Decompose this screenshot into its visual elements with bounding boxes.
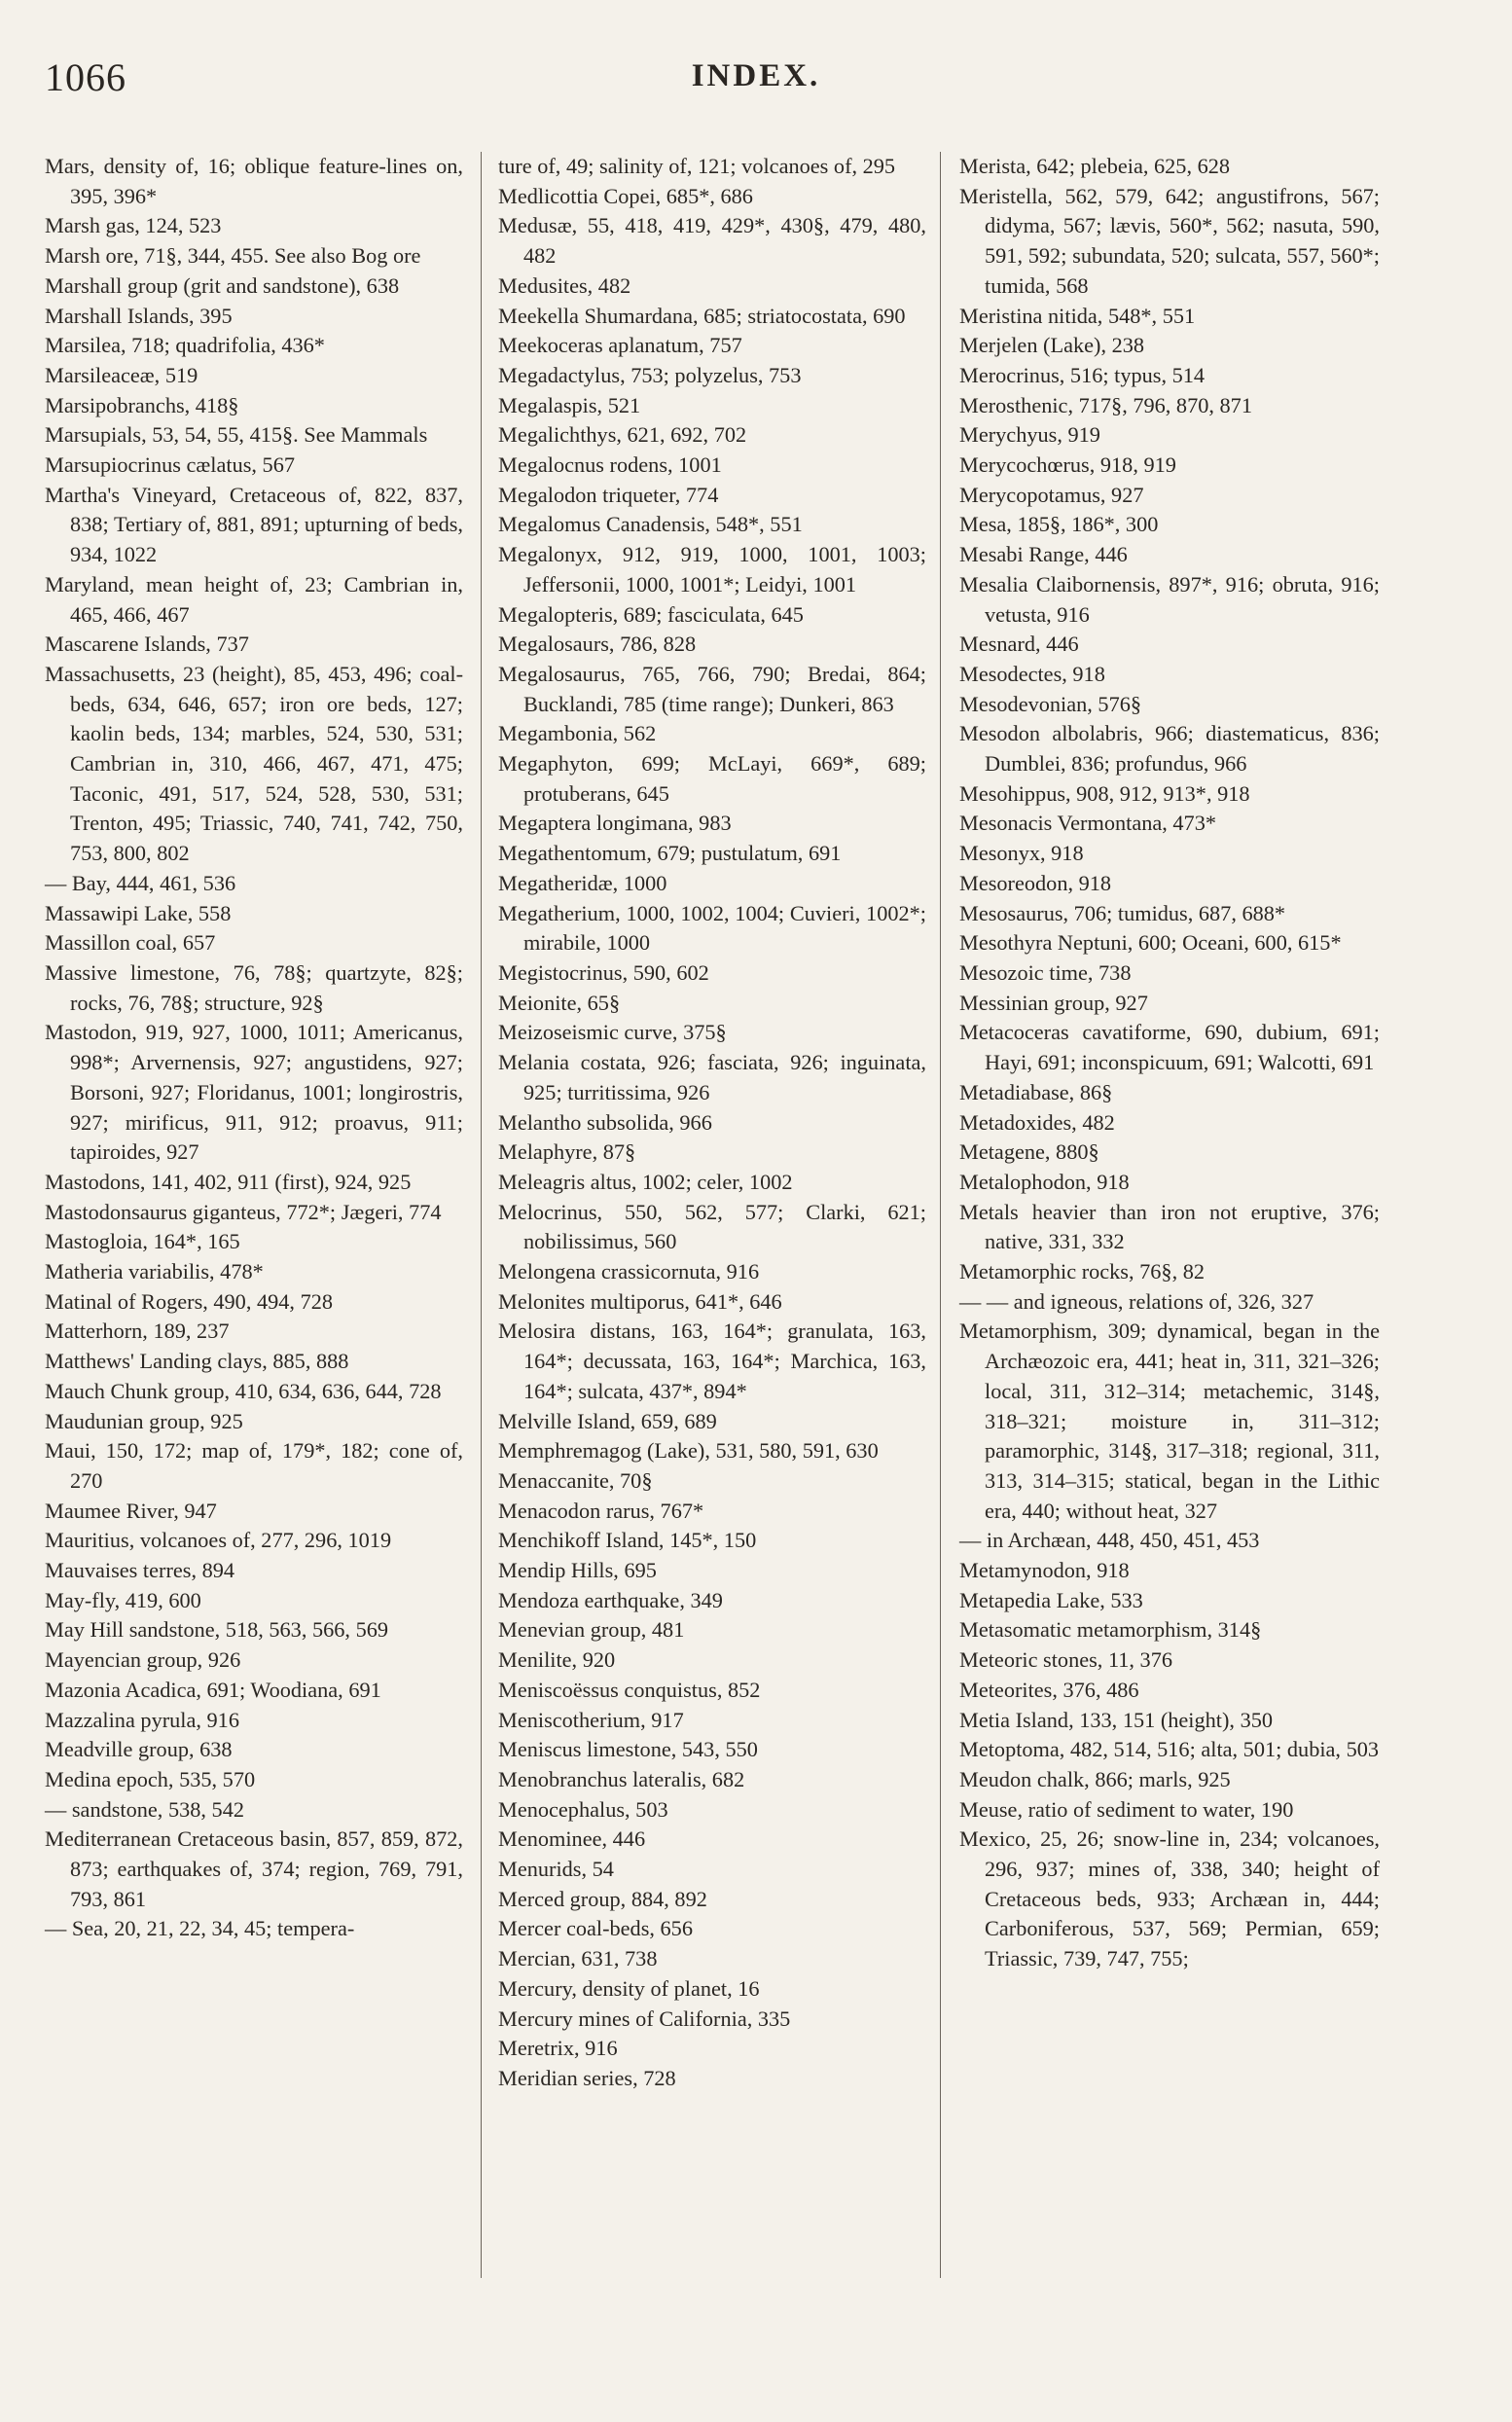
index-entry: Massachusetts, 23 (height), 85, 453, 496; coal-beds, 634, 646, 657; iron ore beds, 127; kaolin beds, 134; marbles, 524, 530, 531; Cambrian in, 310, 466, 467, 471, 475; Taconic, 491, 517, 524, 528, 530, 531; Trenton, 495; Triassic, 740, 741, 742, 750, 753, 800, 802: [45, 661, 463, 866]
index-entry: May Hill sandstone, 518, 563, 566, 569: [45, 1617, 389, 1643]
index-entry: Melonites multiporus, 641*, 646: [498, 1288, 782, 1314]
index-entry: Meadville group, 638: [45, 1737, 233, 1762]
index-entry: Merocrinus, 516; typus, 514: [959, 362, 1206, 387]
index-entry: Mercury mines of California, 335: [498, 2006, 791, 2031]
index-entry: Metadoxides, 482: [959, 1109, 1115, 1135]
index-entry: Menominee, 446: [498, 1826, 646, 1852]
index-entry: Mauch Chunk group, 410, 634, 636, 644, 728: [45, 1378, 442, 1403]
index-entry: Matthews' Landing clays, 885, 888: [45, 1349, 349, 1374]
index-column-1: [45, 152, 463, 1944]
index-entry: Megalodon triqueter, 774: [498, 482, 719, 507]
index-entry: Megalosaurus, 765, 766, 790; Bredai, 864; Bucklandi, 785 (time range); Dunkeri, 863: [498, 661, 926, 716]
index-entry: Meekoceras aplanatum, 757: [498, 333, 742, 358]
index-entry: Menocephalus, 503: [498, 1796, 668, 1822]
index-entry: Marshall group (grit and sandstone), 638: [45, 272, 400, 298]
index-entry: Melongena crassicornuta, 916: [498, 1259, 760, 1284]
index-entry: Mayencian group, 926: [45, 1647, 241, 1673]
index-entry: Metamynodon, 918: [959, 1558, 1130, 1583]
index-entry: Melania costata, 926; fasciata, 926; inguinata, 925; turritissima, 926: [498, 1050, 926, 1104]
index-entry: Mesalia Claibornensis, 897*, 916; obruta, 916; vetusta, 916: [959, 571, 1380, 627]
index-entry: Melville Island, 659, 689: [498, 1408, 717, 1433]
index-entry: Marsileaceæ, 519: [45, 362, 198, 387]
index-entry: Megalonyx, 912, 919, 1000, 1001, 1003; Jeffersonii, 1000, 1001*; Leidyi, 1001: [498, 542, 926, 596]
index-entry: Metamorphic rocks, 76§, 82: [959, 1259, 1206, 1284]
index-entry: Mesosaurus, 706; tumidus, 687, 688*: [959, 900, 1286, 925]
index-entry: Meniscus limestone, 543, 550: [498, 1737, 758, 1762]
index-entry: Mauvaises terres, 894: [45, 1558, 235, 1583]
index-entry: Meteorites, 376, 486: [959, 1677, 1139, 1702]
index-entry: Melaphyre, 87§: [498, 1139, 636, 1165]
index-entry: Menevian group, 481: [498, 1617, 685, 1643]
index-entry: Metasomatic metamorphism, 314§: [959, 1617, 1262, 1643]
index-entry: Merced group, 884, 892: [498, 1886, 707, 1911]
index-entry: Megalosaurs, 786, 828: [498, 632, 697, 657]
index-entry: ture of, 49; salinity of, 121; volcanoes of, 295: [498, 154, 896, 178]
index-entry: Massawipi Lake, 558: [45, 900, 232, 925]
index-entry: Metamorphism, 309; dynamical, began in the Archæozoic era, 441; heat in, 311, 321–326; local, 311, 312–314; metachemic, 314§, 318–321; moisture in, 311–312; paramorphic, 314§, 317–318; regional, 311, 313, 314–315; statical, began in the Lithic era, 440; without heat, 327: [959, 1319, 1380, 1523]
index-entry: Metagene, 880§: [959, 1139, 1099, 1165]
index-entry: Meridian series, 728: [498, 2066, 676, 2090]
index-entry: Merjelen (Lake), 238: [959, 333, 1145, 358]
index-entry: Matterhorn, 189, 237: [45, 1319, 230, 1344]
index-entry: Meteoric stones, 11, 376: [959, 1647, 1173, 1673]
index-entry: Megadactylus, 753; polyzelus, 753: [498, 362, 802, 387]
index-entry: Matinal of Rogers, 490, 494, 728: [45, 1288, 334, 1314]
index-entry: Medusæ, 55, 418, 419, 429*, 430§, 479, 480, 482: [498, 213, 926, 269]
index-entry: Mastodonsaurus giganteus, 772*; Jægeri, 774: [45, 1199, 442, 1224]
index-column-2: [498, 152, 926, 2094]
index-entry: Megalopteris, 689; fasciculata, 645: [498, 601, 804, 627]
index-entry: Meniscotherium, 917: [498, 1707, 684, 1732]
index-entry: Medusites, 482: [498, 272, 631, 298]
index-entry: Megambonia, 562: [498, 721, 657, 746]
index-entry: Megalomus Canadensis, 548*, 551: [498, 512, 803, 537]
index-entry: Mastodon, 919, 927, 1000, 1011; Americanus, 998*; Arvernensis, 927; angustidens, 927; Borsoni, 927; Floridanus, 1001; longirostris, 927; mirificus, 911, 912; proavus, 911; tapiroides, 927: [45, 1020, 463, 1165]
index-entry: Mazonia Acadica, 691; Woodiana, 691: [45, 1677, 381, 1702]
index-entry: Mastodons, 141, 402, 911 (first), 924, 925: [45, 1169, 412, 1194]
index-entry: Marshall Islands, 395: [45, 303, 233, 328]
index-entry: Mercian, 631, 738: [498, 1946, 658, 1971]
index-entry: Marsh gas, 124, 523: [45, 213, 222, 238]
index-entry: Meionite, 65§: [498, 990, 621, 1015]
index-entry: Megathentomum, 679; pustulatum, 691: [498, 841, 842, 866]
index-entry: — Sea, 20, 21, 22, 34, 45; tempera-: [45, 1916, 355, 1941]
index-entry: Metals heavier than iron not eruptive, 376; native, 331, 332: [959, 1199, 1380, 1254]
index-entry: Massillon coal, 657: [45, 930, 216, 956]
index-entry: Merycopotamus, 927: [959, 482, 1144, 507]
index-entry: — — and igneous, relations of, 326, 327: [959, 1288, 1314, 1314]
index-entry: Mastogloia, 164*, 165: [45, 1229, 240, 1254]
index-entry: Mesonacis Vermontana, 473*: [959, 811, 1217, 836]
index-entry: Marsipobranchs, 418§: [45, 392, 239, 417]
index-entry: Medlicottia Copei, 685*, 686: [498, 183, 753, 208]
index-entry: Megalaspis, 521: [498, 392, 641, 417]
index-entry: Marsupiocrinus cælatus, 567: [45, 452, 296, 478]
index-entry: Melosira distans, 163, 164*; granulata, 163, 164*; decussata, 163, 164*; Marchica, 163, 164*; sulcata, 437*, 894*: [498, 1319, 926, 1403]
index-entry: Maumee River, 947: [45, 1498, 217, 1523]
index-entry: Menaccanite, 70§: [498, 1467, 653, 1493]
index-entry: Melocrinus, 550, 562, 577; Clarki, 621; nobilissimus, 560: [498, 1199, 926, 1254]
index-entry: Mars, density of, 16; oblique feature-lines on, 395, 396*: [45, 154, 463, 208]
index-entry: — Bay, 444, 461, 536: [45, 870, 236, 895]
index-entry: Metalophodon, 918: [959, 1169, 1130, 1194]
index-entry: Marsh ore, 71§, 344, 455. See also Bog ore: [45, 243, 421, 269]
index-entry: Merista, 642; plebeia, 625, 628: [959, 154, 1231, 178]
index-entry: Meudon chalk, 866; marls, 925: [959, 1766, 1231, 1791]
index-entry: Menacodon rarus, 767*: [498, 1498, 704, 1523]
index-entry: Meekella Shumardana, 685; striatocostata, 690: [498, 303, 906, 328]
index-entry: May-fly, 419, 600: [45, 1587, 201, 1612]
index-entry: Messinian group, 927: [959, 990, 1148, 1015]
index-entry: Mesoreodon, 918: [959, 870, 1112, 895]
index-entry: Merychyus, 919: [959, 422, 1100, 448]
index-entry: Mesabi Range, 446: [959, 542, 1128, 567]
index-entry: Megalichthys, 621, 692, 702: [498, 422, 747, 448]
index-entry: — sandstone, 538, 542: [45, 1796, 244, 1822]
index-entry: Megaptera longimana, 983: [498, 811, 732, 836]
index-entry: Merycochœrus, 918, 919: [959, 452, 1176, 478]
index-entry: Metoptoma, 482, 514, 516; alta, 501; dubia, 503: [959, 1737, 1380, 1762]
index-entry: Menurids, 54: [498, 1857, 614, 1882]
index-entry: Menobranchus lateralis, 682: [498, 1766, 745, 1791]
index-entry: Massive limestone, 76, 78§; quartzyte, 82§; rocks, 76, 78§; structure, 92§: [45, 959, 463, 1015]
index-entry: Menchikoff Island, 145*, 150: [498, 1528, 757, 1553]
index-entry: Maudunian group, 925: [45, 1408, 243, 1433]
index-entry: Mediterranean Cretaceous basin, 857, 859, 872, 873; earthquakes of, 374; region, 769, 791, 793, 861: [45, 1826, 463, 1911]
index-entry: Matheria variabilis, 478*: [45, 1259, 264, 1284]
index-entry: Mascarene Islands, 737: [45, 632, 249, 657]
index-entry: Marsupials, 53, 54, 55, 415§. See Mammals: [45, 422, 428, 448]
index-entry: Megalocnus rodens, 1001: [498, 452, 722, 478]
page-number: 1066: [45, 55, 126, 99]
index-entry: Menilite, 920: [498, 1647, 616, 1673]
index-entry: Mesa, 185§, 186*, 300: [959, 512, 1159, 537]
index-entry: Meretrix, 916: [498, 2036, 618, 2061]
index-entry: Mauritius, volcanoes of, 277, 296, 1019: [45, 1528, 392, 1553]
index-entry: Meristina nitida, 548*, 551: [959, 303, 1196, 328]
index-entry: Meristella, 562, 579, 642; angustifrons, 567; didyma, 567; lævis, 560*, 562; nasuta, 590, 591, 592; subundata, 520; sulcata, 557, 560*; tumida, 568: [959, 183, 1380, 298]
index-column-3: [959, 152, 1380, 1974]
column-divider: [481, 152, 482, 2278]
index-entry: Megaphyton, 699; McLayi, 669*, 689; protuberans, 645: [498, 751, 926, 806]
index-entry: Mesodevonian, 576§: [959, 691, 1142, 716]
index-entry: Metadiabase, 86§: [959, 1079, 1113, 1104]
column-divider: [940, 152, 941, 2278]
index-entry: Mercury, density of planet, 16: [498, 1975, 760, 2001]
index-entry: Meniscoëssus conquistus, 852: [498, 1677, 761, 1702]
index-entry: Marsilea, 718; quadrifolia, 436*: [45, 333, 325, 358]
index-entry: Medina epoch, 535, 570: [45, 1766, 256, 1791]
index-entry: Mesohippus, 908, 912, 913*, 918: [959, 780, 1250, 806]
index-entry: Meizoseismic curve, 375§: [498, 1020, 727, 1045]
index-entry: Mercer coal-beds, 656: [498, 1916, 693, 1941]
index-entry: Maui, 150, 172; map of, 179*, 182; cone of, 270: [45, 1438, 463, 1493]
index-entry: Merosthenic, 717§, 796, 870, 871: [959, 392, 1252, 417]
index-entry: Maryland, mean height of, 23; Cambrian in, 465, 466, 467: [45, 571, 463, 627]
index-entry: Megatherium, 1000, 1002, 1004; Cuvieri, 1002*; mirabile, 1000: [498, 900, 926, 956]
index-entry: — in Archæan, 448, 450, 451, 453: [959, 1528, 1260, 1553]
index-entry: Meuse, ratio of sediment to water, 190: [959, 1796, 1294, 1822]
index-entry: Metacoceras cavatiforme, 690, dubium, 691; Hayi, 691; inconspicuum, 691; Walcotti, 691: [959, 1020, 1380, 1075]
index-entry: Metia Island, 133, 151 (height), 350: [959, 1707, 1274, 1732]
index-entry: Mendip Hills, 695: [498, 1558, 657, 1583]
index-entry: Melantho subsolida, 966: [498, 1109, 712, 1135]
index-entry: Mesothyra Neptuni, 600; Oceani, 600, 615*: [959, 930, 1342, 956]
index-entry: Megistocrinus, 590, 602: [498, 959, 709, 985]
index-entry: Mesodon albolabris, 966; diastematicus, 836; Dumblei, 836; profundus, 966: [959, 721, 1380, 777]
index-entry: Mesodectes, 918: [959, 661, 1105, 686]
index-entry: Meleagris altus, 1002; celer, 1002: [498, 1169, 793, 1194]
index-entry: Mexico, 25, 26; snow-line in, 234; volcanoes, 296, 937; mines of, 338, 340; height of Cretaceous beds, 933; Archæan in, 444; Carboniferous, 537, 569; Permian, 659; Triassic, 739, 747, 755;: [959, 1826, 1380, 1971]
index-entry: Mesnard, 446: [959, 632, 1079, 657]
index-entry: Mazzalina pyrula, 916: [45, 1707, 239, 1732]
index-entry: Megatheridæ, 1000: [498, 870, 667, 895]
index-entry: Martha's Vineyard, Cretaceous of, 822, 837, 838; Tertiary of, 881, 891; upturning of beds, 934, 1022: [45, 482, 463, 567]
running-head: INDEX.: [691, 58, 821, 93]
index-entry: Metapedia Lake, 533: [959, 1587, 1143, 1612]
index-entry: Mesozoic time, 738: [959, 959, 1132, 985]
index-entry: Mesonyx, 918: [959, 841, 1084, 866]
index-entry: Mendoza earthquake, 349: [498, 1587, 723, 1612]
index-entry: Memphremagog (Lake), 531, 580, 591, 630: [498, 1438, 879, 1464]
